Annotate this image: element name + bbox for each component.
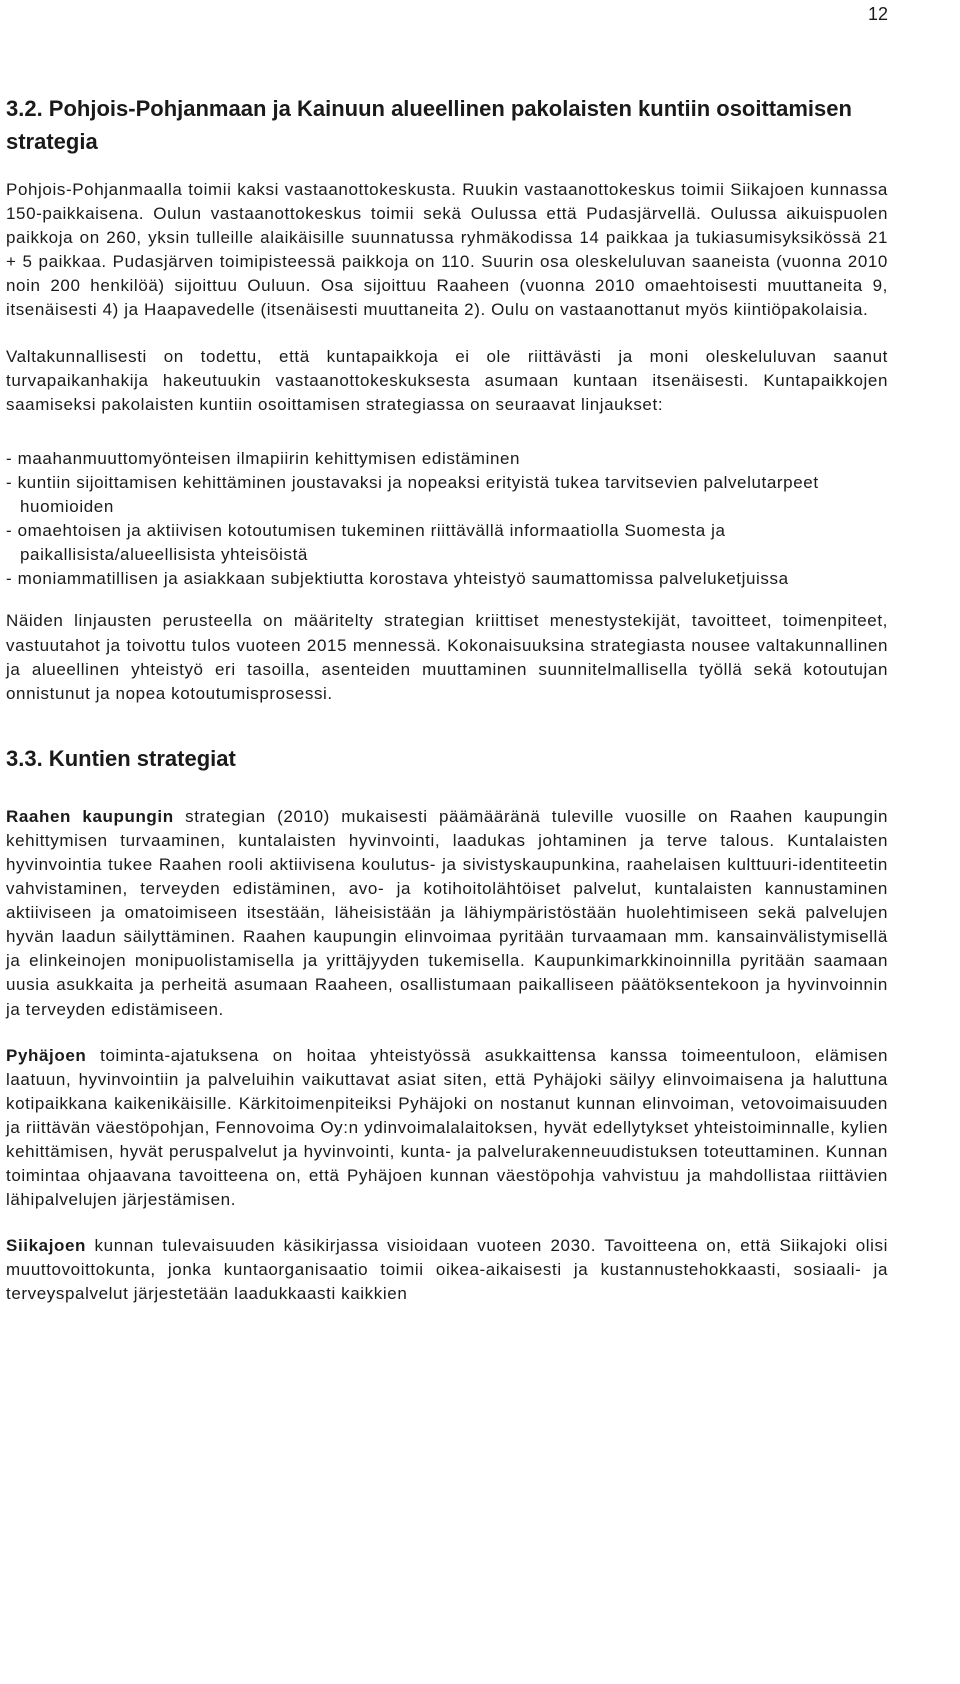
municipality-name-raahe: Raahen kaupungin [6, 806, 174, 826]
siikajoki-text: kunnan tulevaisuuden käsikirjassa visioidaan vuoteen 2030. Tavoitteena on, että Siikajoki olisi muuttovoittokunta, jonka kuntaorganisaatio toimii oikea-aikaisesti ja kustannustehokkaasti, sosiaali- ja terveyspalvelut järjestetään laadukkaasti kaikkien [6, 1236, 888, 1304]
municipality-name-siikajoki: Siikajoen [6, 1236, 87, 1256]
page-number: 12 [867, 4, 888, 24]
list-item: - kuntiin sijoittamisen kehittäminen joustavaksi ja nopeaksi erityistä tukea tarvitsevien palvelutarpeet huomioiden [6, 472, 819, 517]
paragraph-strategy-summary: Näiden linjausten perusteella on määritelty strategian kriittiset menestystekijät, tavoitteet, toimenpiteet, vastuutahot ja toivottu tulos vuoteen 2015 mennessä. Kokonaisuuksina strategiasta nousee valtakunnallinen ja alueellinen yhteistyö eri tasoilla, asenteiden muuttaminen suunnitelmallisella työllä sekä kotoutujan onnistunut ja nopea kotoutumisprosessi. [6, 611, 888, 703]
list-item: - omaehtoisen ja aktiivisen kotoutumisen tukeminen riittävällä informaatiolla Suomesta ja paikallisista/alueellisista yhteisöistä [6, 521, 726, 565]
list-item: - moniammatillisen ja asiakkaan subjektiutta korostava yhteistyö saumattomissa palveluketjuissa [6, 569, 789, 589]
paragraph-reception-centres: Pohjois-Pohjanmaalla toimii kaksi vastaanottokeskusta. Ruukin vastaanottokeskus toimii Siikajoen kunnassa 150-paikkaisena. Oulun vastaanottokeskus toimii sekä Oulussa että Pudasjärvellä. Oulussa aikuispuolen paikkoja on 260, yksin tulleille alaikäisille suunnatussa ryhmäkodissa 14 paikkaa ja tukiasumisyksikössä 21 + 5 paikkaa. Pudasjärven toimipisteessä paikkoja on 110. Suurin osa oleskeluluvan saaneista (vuonna 2010 noin 200 henkilöä) sijoittuu Ouluun. Osa sijoittuu Raaheen (vuonna 2010 omaehtoisesti muuttaneita 9, itsenäisesti 4) ja Haapavedelle (itsenäisesti muuttaneita 2). Oulu on vastaanottanut myös kiintiöpakolaisia. [6, 180, 888, 320]
document-body [6, 92, 888, 1329]
list-item: - maahanmuuttomyönteisen ilmapiirin kehittymisen edistäminen [6, 448, 521, 468]
pyhajoki-text: toiminta-ajatuksena on hoitaa yhteistyössä asukkaittensa kanssa toimeentuloon, elämisen laatuun, hyvinvointiin ja palveluihin vaikuttavat asiat siten, että Pyhäjoki säilyy elinvoimaisena ja haluttuna kotipaikkana kaikenikäisille. Kärkitoimenpiteiksi Pyhäjoki on nostanut kunnan elinvoiman, vetovoimaisuuden ja riittävän väestöpohjan, Fennovoima Oy:n ydinvoimalalaitoksen, hyvät edellytykset yhteistoiminnalle, kylien kehittämisen, hyvät peruspalvelut ja hyvinvointi, kunta- ja palvelurakenneuudistuksen toteuttaminen. Kunnan toimintaa ohjaavana tavoitteena on, että Pyhäjoen kunnan väestöpohja vahvistuu ja mahdollistaa riittävien lähipalvelujen järjestämisen. [6, 1045, 888, 1210]
paragraph-raahe [6, 805, 888, 1022]
paragraph-siikajoki [6, 1234, 888, 1306]
guidelines-list [6, 447, 888, 592]
raahe-text: strategian (2010) mukaisesti päämääränä tuleville vuosille on Raahen kaupungin kehittymisen turvaaminen, kuntalaisten hyvinvointi, laadukas johtaminen ja terve talous. Kuntalaisten hyvinvointia tukee Raahen rooli aktiivisena koulutus- ja sivistyskaupunkina, raahelaisen kulttuuri-identiteetin vahvistaminen, terveyden edistäminen, avo- ja kotihoitolähtöiset palvelut, kuntalaisten kannustaminen aktiiviseen ja omatoimiseen itsestään, läheisistään ja lähiympäristöstään huolehtimiseen sekä palvelujen hyvän laadun säilyttäminen. Raahen kaupungin elinvoimaa pyritään turvaamaan mm. kansainvälistymisellä ja elinkeinojen monipuolistamisella ja yrittäjyyden tukemisella. Kaupunkimarkkinoinnilla pyritään saamaan uusia asukkaita ja perheitä asumaan Raaheen, osallistumaan paikalliseen päätöksentekoon ja hyvinvoinnin ja terveyden edistämiseen. [6, 806, 888, 1019]
section-title-3-2: 3.2. Pohjois-Pohjanmaan ja Kainuun alueellinen pakolaisten kuntiin osoittamisen strategia [6, 96, 852, 154]
paragraph-pyhajoki [6, 1044, 888, 1213]
section-title-3-3: 3.3. Kuntien strategiat [6, 745, 236, 771]
paragraph-municipal-places: Valtakunnallisesti on todettu, että kuntapaikkoja ei ole riittävästi ja moni oleskeluluvan saanut turvapaikanhakija hakeutuukin vastaanottokeskuksesta asumaan kuntaan itsenäisesti. Kuntapaikkojen saamiseksi pakolaisten kuntiin osoittamisen strategiassa on seuraavat linjaukset: [6, 346, 888, 414]
municipality-name-pyhajoki: Pyhäjoen [6, 1045, 87, 1065]
